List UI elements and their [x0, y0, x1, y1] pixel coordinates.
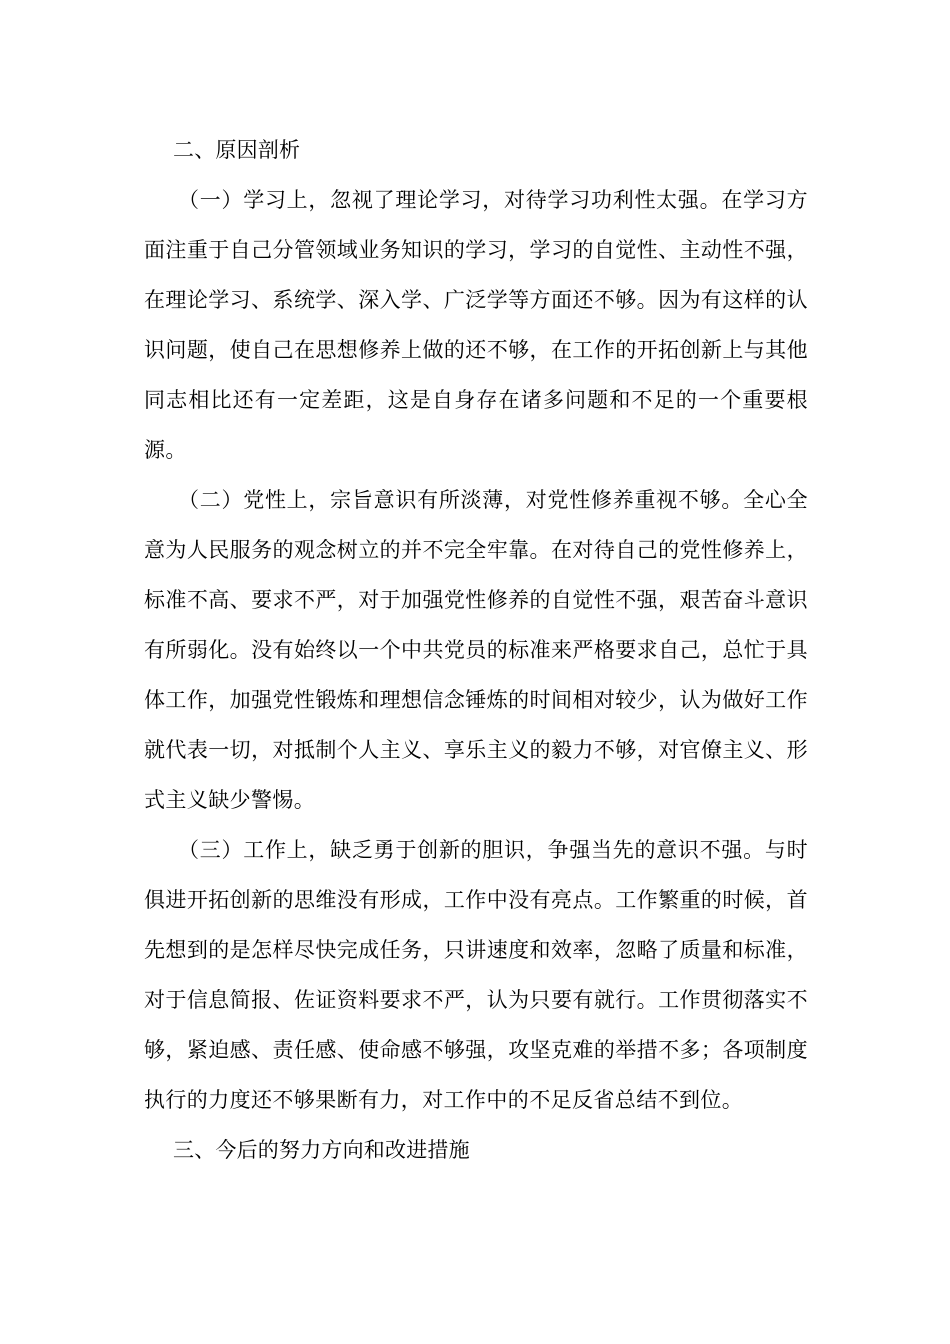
paragraph-party-spirit: （二）党性上，宗旨意识有所淡薄，对党性修养重视不够。全心全意为人民服务的观念树立的并不完全牢靠。在对待自己的党性修养上，标准不高、要求不严，对于加强党性修养的自觉性不强，艰苦奋斗意识有所弱化。没有始终以一个中共党员的标准来严格要求自己，总忙于具体工作，加强党性锻炼和理想信念锤炼的时间相对较少，认为做好工作就代表一切，对抵制个人主义、享乐主义的毅力不够，对官僚主义、形式主义缺少警惕。	[144, 488, 808, 812]
section-heading-improvement-measures: 三、今后的努力方向和改进措施	[173, 1138, 470, 1162]
section-heading-cause-analysis: 二、原因剖析	[173, 138, 301, 162]
document-body	[144, 125, 808, 1175]
paragraph-study: （一）学习上，忽视了理论学习，对待学习功利性太强。在学习方面注重于自己分管领域业务知识的学习，学习的自觉性、主动性不强，在理论学习、系统学、深入学、广泛学等方面还不够。因为有这样的认识问题，使自己在思想修养上做的还不够，在工作的开拓创新上与其他同志相比还有一定差距，这是自身存在诸多问题和不足的一个重要根源。	[144, 188, 808, 462]
paragraph-work: （三）工作上，缺乏勇于创新的胆识，争强当先的意识不强。与时俱进开拓创新的思维没有形成，工作中没有亮点。工作繁重的时候，首先想到的是怎样尽快完成任务，只讲速度和效率，忽略了质量和标准，对于信息简报、佐证资料要求不严，认为只要有就行。工作贯彻落实不够，紧迫感、责任感、使命感不够强，攻坚克难的举措不多；各项制度执行的力度还不够果断有力，对工作中的不足反省总结不到位。	[144, 838, 808, 1112]
